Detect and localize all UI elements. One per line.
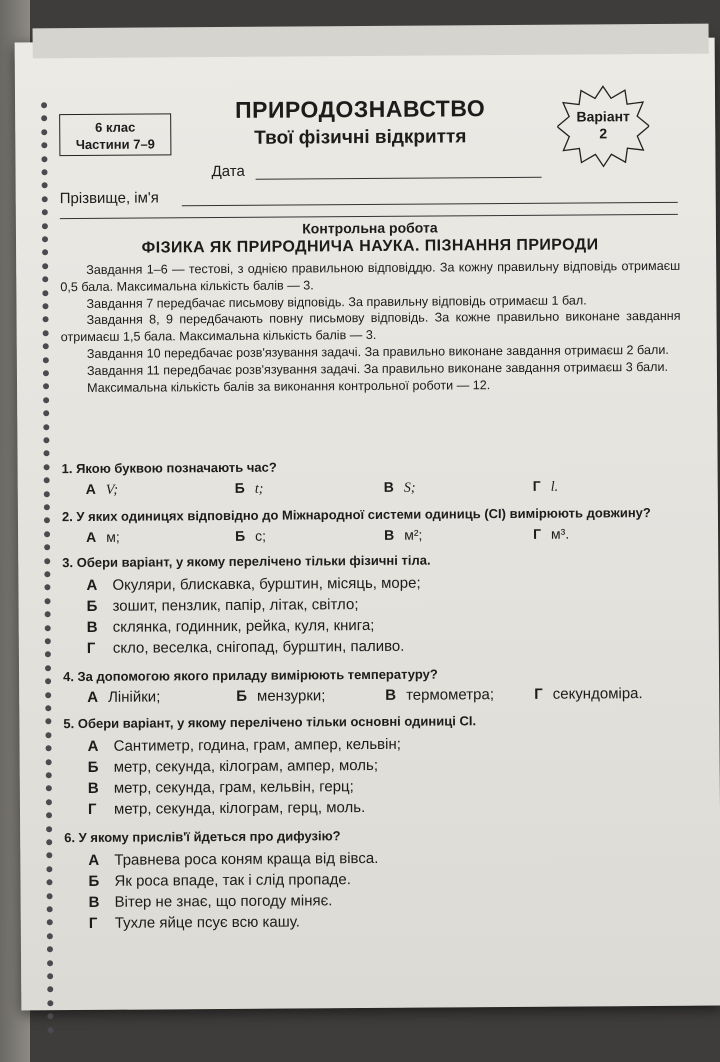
variant-label: Варіант — [576, 108, 630, 125]
answer-option[interactable]: Г Тухле яйце псує всю кашу. — [88, 913, 300, 932]
subject-subtitle: Твої фізичні відкриття — [254, 126, 467, 149]
question-list — [62, 456, 685, 943]
answer-option[interactable]: А Сантиметр, година, грам, ампер, кельвін; — [87, 735, 401, 755]
answer-option[interactable]: В склянка, годинник, рейка, куля, книга; — [86, 616, 375, 636]
answer-option[interactable]: А V; — [85, 480, 119, 498]
test-topic: ФІЗИКА ЯК ПРИРОДНИЧА НАУКА. ПІЗНАННЯ ПРИРОДИ — [141, 236, 599, 257]
answer-option[interactable]: Б метр, секунда, кілограм, ампер, моль; — [87, 756, 379, 776]
instruction-paragraph: Завдання 1–6 — тестові, з однією правильною відповіддю. За кожну правильну відповідь отримаєш 0,5 бала. Максимальна кількість балів — 3. — [60, 258, 681, 294]
answer-option[interactable]: А Окуляри, блискавка, бурштин, місяць, море; — [86, 574, 421, 594]
answer-option[interactable]: В Вітер не знає, що погоду міняє. — [88, 892, 333, 911]
test-type: Контрольна робота — [302, 219, 438, 237]
binding-hole — [48, 1027, 54, 1033]
instruction-paragraph: Завдання 10 передбачає розв'язування задачі. За правильно виконане завдання отримаєш 2 бали. — [86, 342, 669, 361]
instruction-paragraph: Завдання 11 передбачає розв'язування задачі. За правильно виконане завдання отримаєш 3 бали. — [86, 359, 669, 378]
binding-hole — [47, 1013, 53, 1019]
answer-option[interactable]: Б мензурки; — [236, 687, 326, 705]
answer-option[interactable]: В термометра; — [385, 686, 495, 704]
answer-option[interactable]: В метр, секунда, грам, кельвін, герц; — [87, 778, 354, 797]
question-title: 6. У якому прислів'ї йдеться про дифузію? — [64, 828, 341, 846]
answer-option[interactable]: Б с; — [235, 527, 267, 544]
question-1 — [62, 456, 682, 499]
answer-option[interactable]: Б Як роса впаде, так і слід пропаде. — [88, 871, 351, 890]
grade-label: 6 клас — [95, 119, 136, 135]
question-2 — [62, 504, 682, 545]
name-field[interactable] — [182, 202, 678, 206]
instruction-paragraph: Завдання 8, 9 передбачають повну письмову відповідь. За кожне правильно виконане завдання отримаєш 1,5 бала. Максимальна кількість балів — 3. — [60, 309, 681, 345]
answer-option[interactable]: Б t; — [234, 479, 264, 497]
date-field[interactable] — [256, 177, 542, 180]
question-3 — [62, 550, 683, 659]
question-title: 1. Якою буквою позначають час? — [61, 459, 277, 477]
instruction-paragraph: Завдання 7 передбачає письмову відповідь. За правильну відповідь отримаєш 1 бал. — [86, 293, 587, 311]
instructions — [60, 258, 681, 397]
name-label: Прізвище, ім'я — [59, 189, 159, 208]
answer-option[interactable]: Г метр, секунда, кілограм, герц, моль. — [87, 799, 366, 818]
answer-option[interactable]: Б зошит, пензлик, папір, літак, світло; — [86, 596, 359, 615]
answer-option[interactable]: Г секундоміра. — [534, 685, 643, 703]
variant-badge — [557, 84, 650, 169]
answer-option[interactable]: Г l. — [532, 477, 559, 495]
question-5 — [63, 711, 684, 820]
variant-number: 2 — [599, 125, 608, 142]
parts-label: Частини 7–9 — [75, 136, 155, 153]
question-title: 3. Обери варіант, у якому перелічено тільки фізичні тіла. — [62, 552, 431, 571]
answer-option[interactable]: А м; — [86, 528, 120, 545]
answer-option[interactable]: Г скло, веселка, снігопад, бурштин, паливо. — [86, 637, 405, 657]
question-4 — [63, 664, 683, 706]
date-label: Дата — [211, 162, 245, 181]
question-title: 2. У яких одиницях відповідно до Міжнародної системи одиниць (СІ) вимірюють довжину? — [61, 505, 651, 525]
question-title: 5. Обери варіант, у якому перелічено тільки основні одиниці СІ. — [63, 713, 477, 732]
answer-option[interactable]: В S; — [383, 478, 416, 496]
instruction-paragraph: Максимальна кількість балів за виконання контрольної роботи — 12. — [86, 377, 491, 395]
answer-option[interactable]: А Лінійки; — [87, 688, 161, 706]
answer-option[interactable]: Г м³. — [533, 525, 570, 542]
question-title: 4. За допомогою якого приладу вимірюють температуру? — [63, 666, 438, 685]
grade-box — [59, 113, 171, 156]
question-6 — [64, 825, 685, 934]
answer-option[interactable]: А Травнева роса коням краща від вівса. — [88, 849, 379, 869]
answer-option[interactable]: В м²; — [384, 526, 423, 543]
subject-title: ПРИРОДОЗНАВСТВО — [234, 95, 486, 123]
worksheet-page — [15, 38, 720, 1011]
